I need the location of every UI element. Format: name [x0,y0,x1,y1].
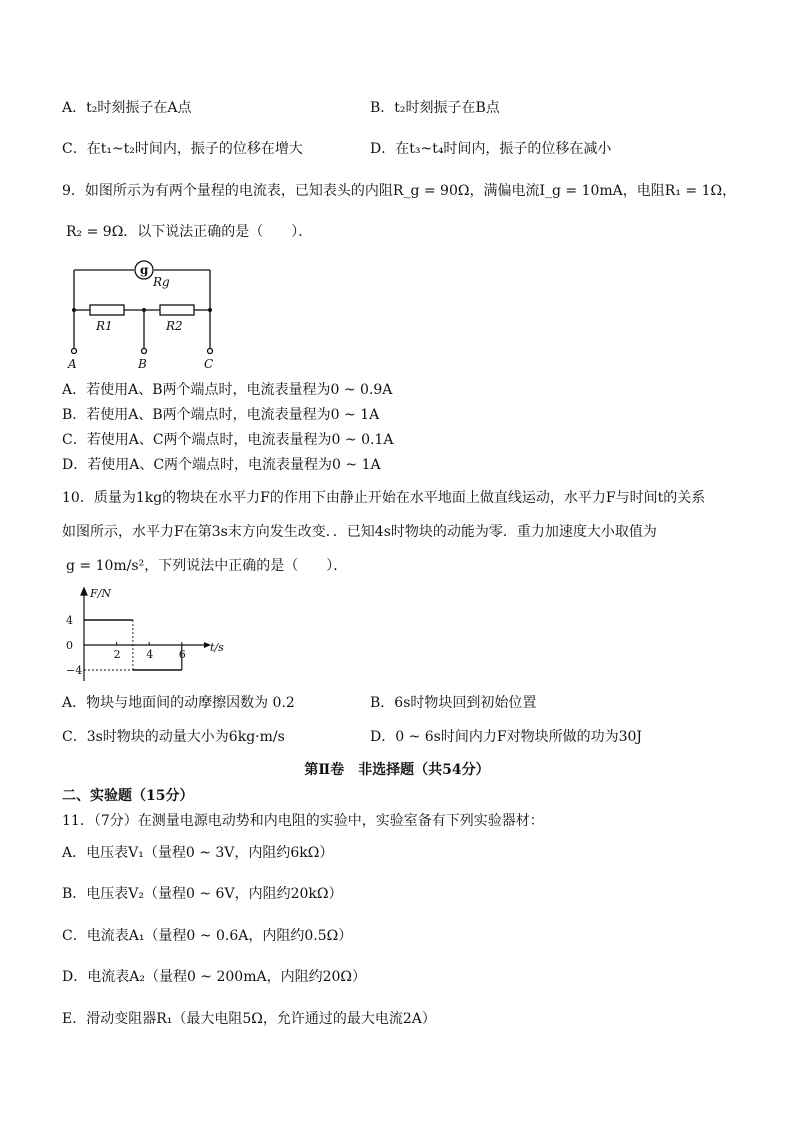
r1-label: R1 [96,319,113,333]
q10-option-b: B．6s时物块回到初始位置 [370,695,537,711]
q11-stem: 11．（7分）在测量电源电动势和内电阻的实验中，实验室备有下列实验器材： [62,813,544,829]
x-tick-label: 6 [178,648,186,661]
ammeter-circuit-diagram [60,255,230,373]
part-heading: 二、实验题（15分） [62,788,194,804]
q10-stem-line1: 10．质量为1kg的物块在水平力F的作用下由静止开始在水平地面上做直线运动，水平力F与时间t的关系 [62,490,706,506]
q9-option-d: D．若使用A、C两个端点时，电流表量程为0 ~ 1A [62,457,381,473]
junction-right [208,308,212,312]
q9-stem-line2: R₂ = 9Ω．以下说法正确的是（ ）． [66,224,313,240]
q11-item-a: A．电压表V₁（量程0 ~ 3V，内阻约6kΩ） [62,845,334,861]
resistor-r1 [90,305,124,315]
r2-label: R2 [166,319,183,333]
q9-option-c: C．若使用A、C两个端点时，电流表量程为0 ~ 0.1A [62,432,394,448]
y-tick-label: 4 [66,614,73,627]
galvanometer-label: g [140,263,149,277]
q8-option-b: B．t₂时刻振子在B点 [370,100,500,116]
q11-item-d: D．电流表A₂（量程0 ~ 200mA，内阻约20Ω） [62,969,367,985]
q8-option-d: D．在t₃~t₄时间内，振子的位移在减小 [370,141,612,157]
x-axis-title: t/s [210,641,224,654]
y-tick-label: 0 [66,639,73,652]
terminal-a-label: A [68,357,77,371]
terminal-c [208,349,213,354]
q8-option-a: A．t₂时刻振子在A点 [62,100,192,116]
q9-stem-line1: 9．如图所示为有两个量程的电流表，已知表头的内阻R_g = 90Ω，满偏电流I_g = 10mA，电阻R₁ = 1Ω， [62,183,737,199]
q11-item-b: B．电压表V₂（量程0 ~ 6V，内阻约20kΩ） [62,886,343,902]
q9-option-b: B．若使用A、B两个端点时，电流表量程为0 ~ 1A [62,407,380,423]
y-axis-title: F/N [90,587,111,600]
y-tick-label: −4 [66,664,83,677]
x-tick-label: 4 [146,648,154,661]
junction-left [72,308,76,312]
x-tick-label: 2 [113,648,121,661]
q10-option-c: C．3s时物块的动量大小为6kg·m/s [62,729,285,745]
resistor-r2 [160,305,194,315]
force-time-chart [60,585,235,685]
q8-option-c: C．在t₁~t₂时间内，振子的位移在增大 [62,141,303,157]
q10-stem-line2: 如图所示，水平力F在第3s末方向发生改变．．已知4s时物块的动能为零．重力加速度大小取值为 [62,524,657,540]
y-axis-arrow [81,588,87,595]
terminal-c-label: C [204,357,214,371]
q11-item-e: E．滑动变阻器R₁（最大电阻5Ω，允许通过的最大电流2A） [62,1011,436,1027]
q10-option-d: D．0 ~ 6s时间内力F对物块所做的功为30J [370,729,642,745]
rg-label: Rg [153,275,170,289]
q9-option-a: A．若使用A、B两个端点时，电流表量程为0 ~ 0.9A [62,382,393,398]
terminal-a [72,349,77,354]
q10-stem-line3: g = 10m/s²，下列说法中正确的是（ ）． [66,558,348,574]
junction-mid [142,308,146,312]
terminal-b-label: B [138,357,147,371]
q11-item-c: C．电流表A₁（量程0 ~ 0.6A，内阻约0.5Ω） [62,928,353,944]
terminal-b [142,349,147,354]
section-title: 第Ⅱ卷 非选择题（共54分） [304,762,490,778]
q10-option-a: A．物块与地面间的动摩擦因数为 0.2 [62,695,295,711]
